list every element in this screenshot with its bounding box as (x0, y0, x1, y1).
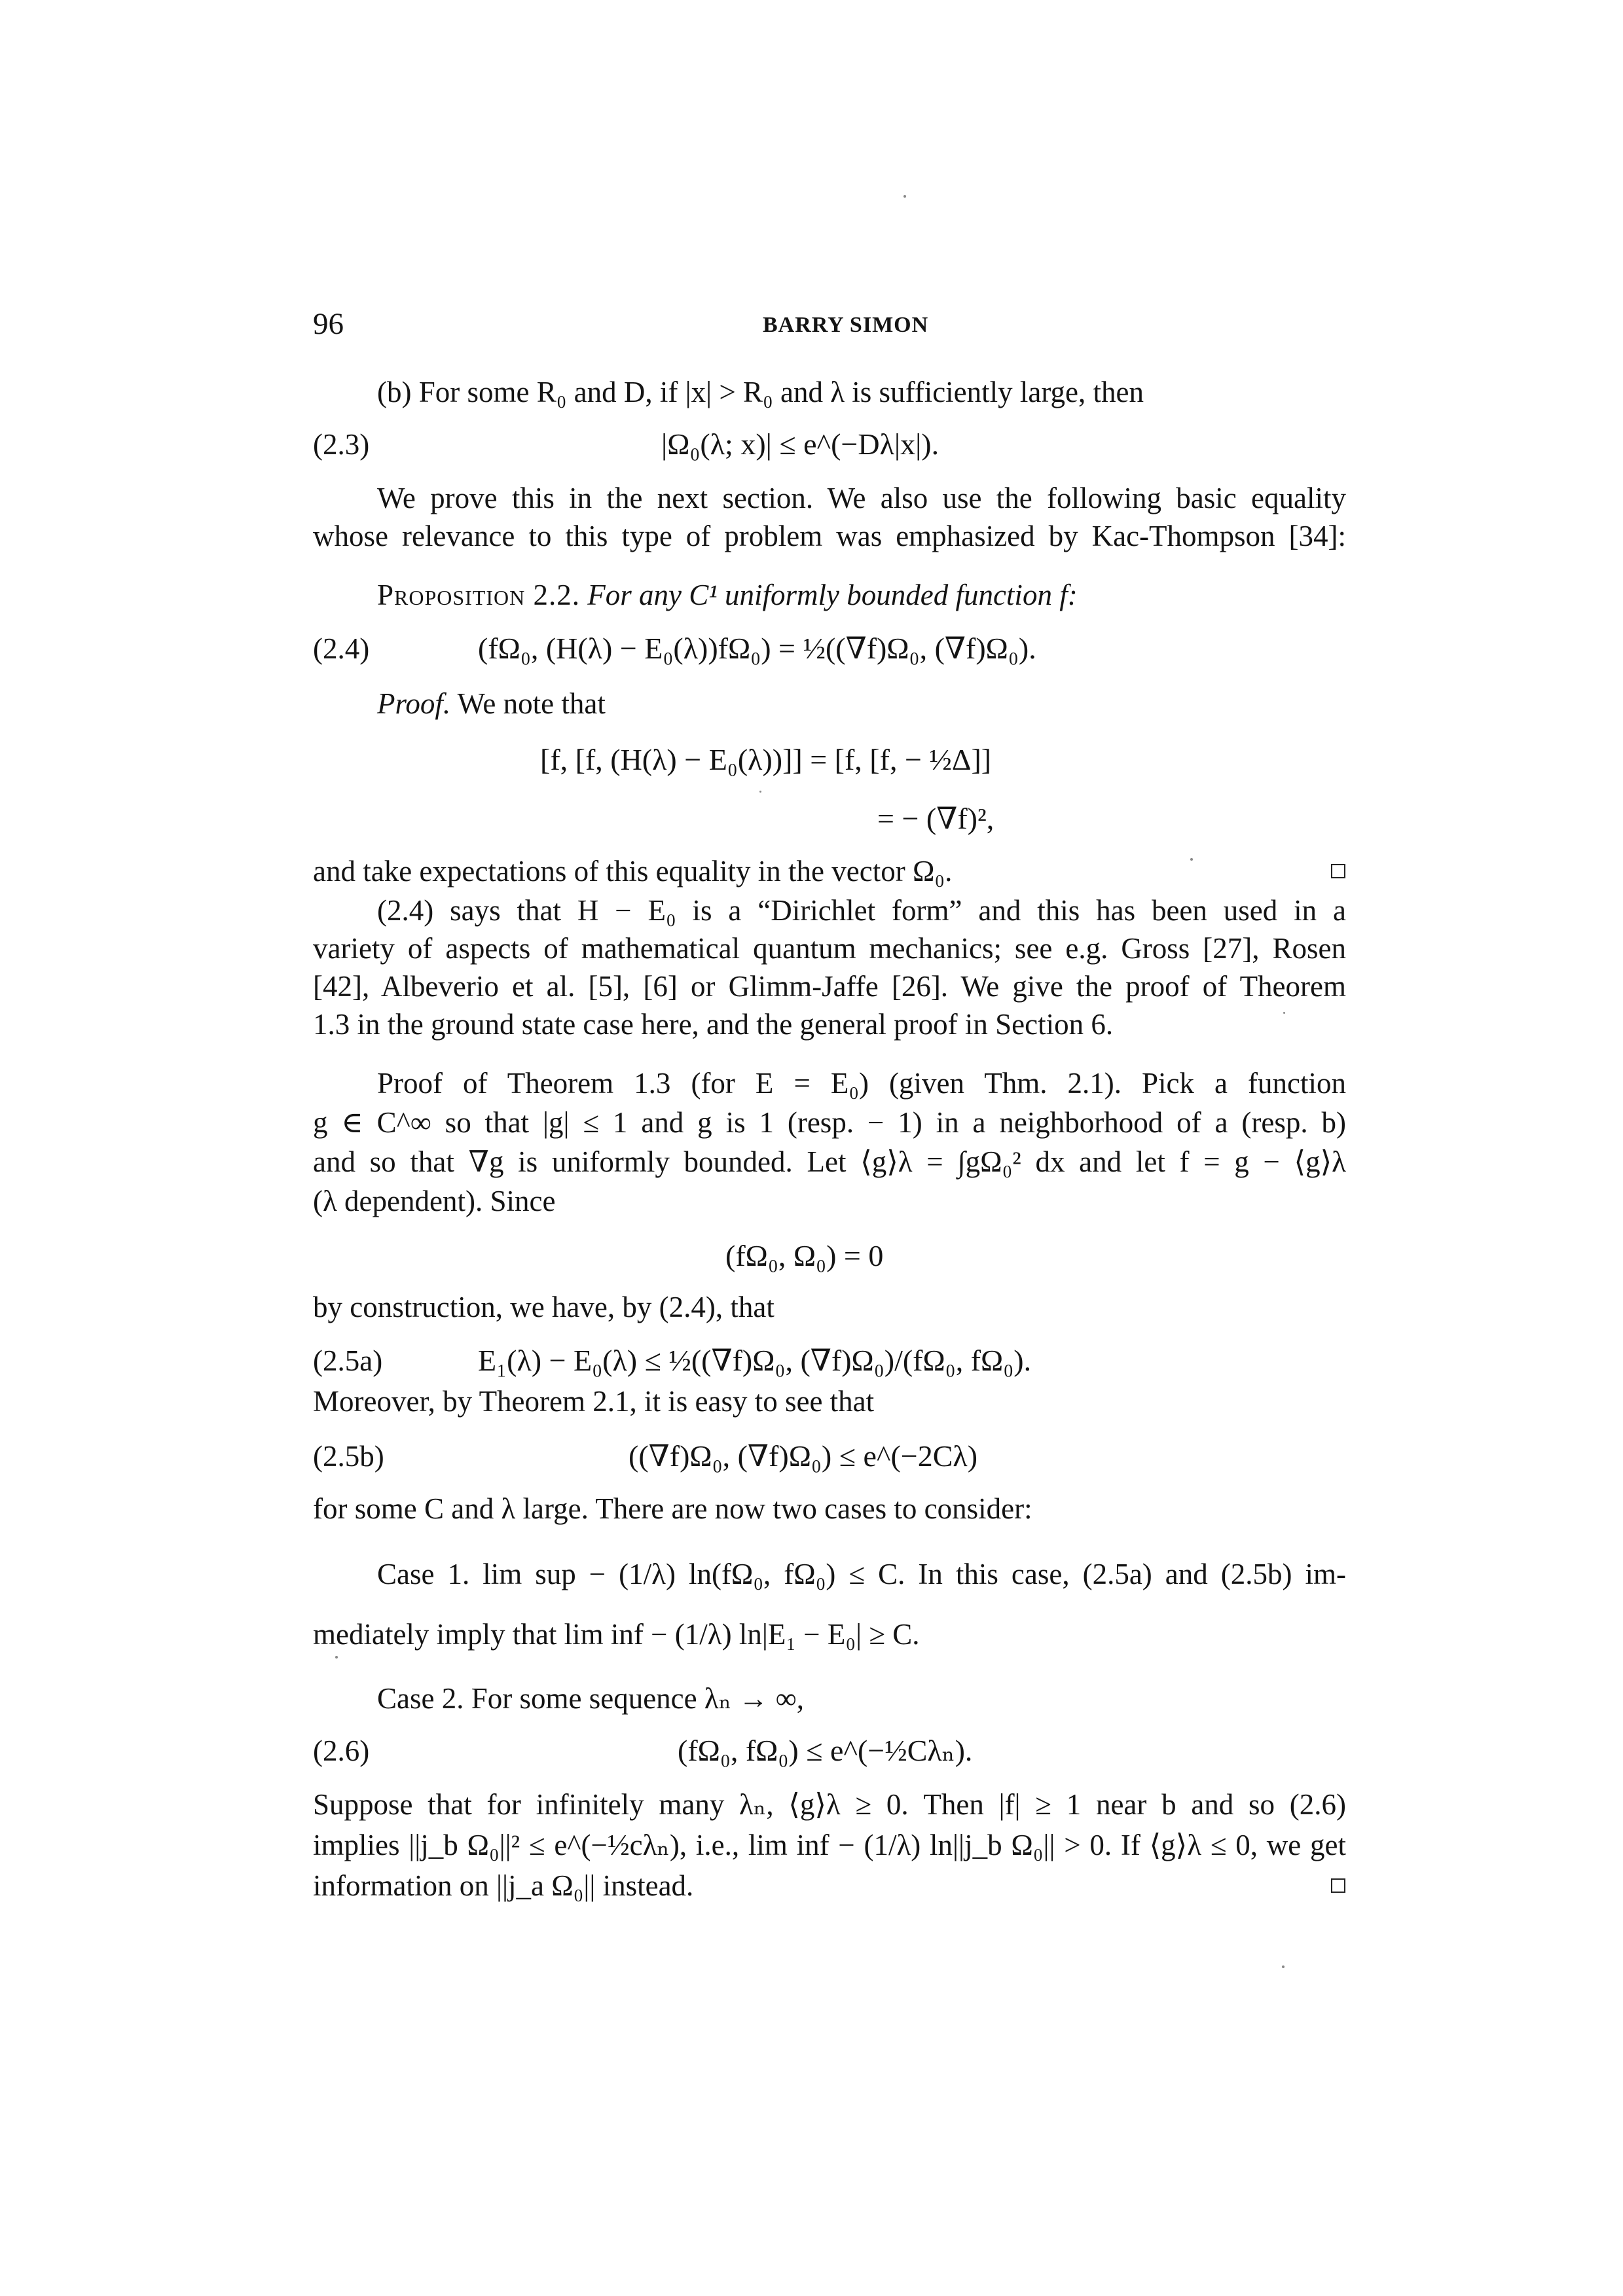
paragraph-line: information on ||j_a Ω₀|| instead. (313, 1869, 694, 1902)
paragraph-line: 1.3 in the ground state case here, and the general proof in Section 6. (313, 1008, 1114, 1041)
commutator-line-1: [f, [f, (H(λ) − E₀(λ))]] = [f, [f, − ½Δ]] (540, 743, 992, 776)
paragraph-line: implies ||j_b Ω₀||² ≤ e^(−½cλₙ), i.e., lim inf − (1/λ) ln||j_b Ω₀|| > 0. If ⟨g⟩λ ≤ 0, we get (313, 1829, 1346, 1861)
proof-start (377, 685, 606, 723)
paragraph-line: Moreover, by Theorem 2.1, it is easy to see that (313, 1385, 875, 1418)
paragraph-line: whose relevance to this type of problem was emphasized by Kac-Thompson [34]: (313, 520, 1346, 552)
paragraph-line: Proof of Theorem 1.3 (for E = E₀) (given Thm. 2.1). Pick a function (377, 1067, 1346, 1100)
commutator-line-2: = − (∇f)², (877, 802, 994, 835)
paragraph-line: g ∈ C^∞ so that |g| ≤ 1 and g is 1 (resp. − 1) in a neighborhood of a (resp. b) (313, 1106, 1346, 1139)
case-1-line: Case 1. lim sup − (1/λ) ln(fΩ₀, fΩ₀) ≤ C. In this case, (2.5a) and (2.5b) im- (377, 1558, 1346, 1590)
condition-b: (b) For some R₀ and D, if |x| > R₀ and λ is sufficiently large, then (377, 376, 1144, 408)
equation-2-5a: E₁(λ) − E₀(λ) ≤ ½((∇f)Ω₀, (∇f)Ω₀)/(fΩ₀, fΩ₀). (478, 1344, 1032, 1377)
equation-2-5b: ((∇f)Ω₀, (∇f)Ω₀) ≤ e^(−2Cλ) (629, 1439, 978, 1473)
stray-dot (335, 1656, 338, 1659)
case-2-line: Case 2. For some sequence λₙ → ∞, (377, 1682, 804, 1715)
stray-dot (759, 791, 761, 793)
qed-box-icon (1331, 1878, 1345, 1893)
paragraph-line: (λ dependent). Since (313, 1185, 556, 1217)
equation-2-6: (fΩ₀, fΩ₀) ≤ e^(−½Cλₙ). (678, 1734, 973, 1767)
paragraph-line: and take expectations of this equality in the vector Ω₀. (313, 855, 953, 888)
qed-box-icon (1331, 864, 1345, 878)
proposition-statement: For any C¹ uniformly bounded function f: (587, 579, 1078, 611)
paragraph-line: Suppose that for infinitely many λₙ, ⟨g⟩λ ≥ 0. Then |f| ≥ 1 near b and so (2.6) (313, 1788, 1346, 1821)
equation-label: (2.4) (313, 632, 370, 665)
stray-dot (1283, 1012, 1285, 1014)
equation-label: (2.3) (313, 428, 370, 461)
proposition-2-2 (377, 576, 1078, 614)
paragraph-line: by construction, we have, by (2.4), that (313, 1291, 775, 1323)
proof-text: We note that (457, 687, 606, 720)
orthogonality-equation: (fΩ₀, Ω₀) = 0 (725, 1239, 884, 1272)
paragraph-line: for some C and λ large. There are now two cases to consider: (313, 1492, 1032, 1525)
case-1-line: mediately imply that lim inf − (1/λ) ln|E₁ − E₀| ≥ C. (313, 1618, 920, 1651)
proof-heading: Proof. (377, 687, 451, 720)
page-number: 96 (313, 307, 344, 341)
running-title: BARRY SIMON (763, 313, 929, 337)
paragraph-line: [42], Albeverio et al. [5], [6] or Glimm-Jaffe [26]. We give the proof of Theorem (313, 970, 1346, 1003)
equation-label: (2.5a) (313, 1344, 383, 1377)
paragraph-line: (2.4) says that H − E₀ is a “Dirichlet form” and this has been used in a (377, 894, 1346, 927)
stray-dot (1282, 1965, 1285, 1968)
proposition-heading: Proposition 2.2. (377, 579, 581, 611)
equation-2-3: |Ω₀(λ; x)| ≤ e^(−Dλ|x|). (661, 427, 939, 461)
paragraph-line: variety of aspects of mathematical quantum mechanics; see e.g. Gross [27], Rosen (313, 932, 1346, 965)
equation-label: (2.6) (313, 1734, 370, 1767)
paragraph-line: We prove this in the next section. We also use the following basic equality (377, 482, 1346, 514)
equation-2-4: (fΩ₀, (H(λ) − E₀(λ))fΩ₀) = ½((∇f)Ω₀, (∇f)Ω₀). (478, 632, 1036, 665)
stray-dot (903, 195, 906, 198)
equation-label: (2.5b) (313, 1440, 384, 1473)
paragraph-line: and so that ∇g is uniformly bounded. Let ⟨g⟩λ = ∫gΩ₀² dx and let f = g − ⟨g⟩λ (313, 1145, 1346, 1178)
stray-dot (1190, 858, 1193, 861)
